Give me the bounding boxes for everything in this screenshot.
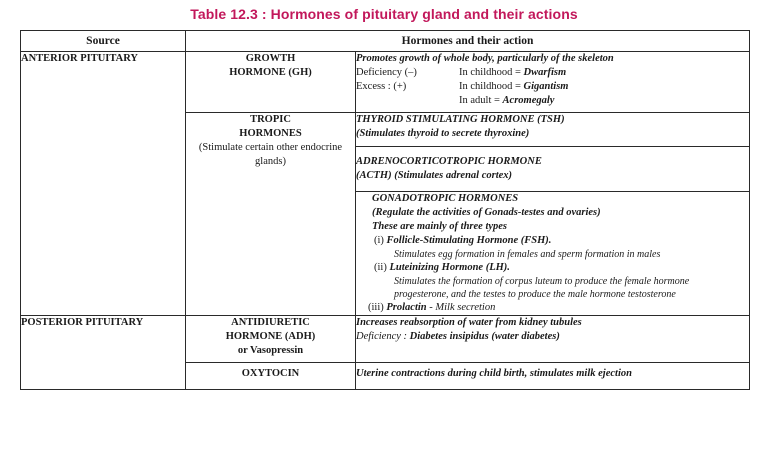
- hormone-name-oxytocin: OXYTOCIN: [186, 363, 356, 390]
- hormone-action-gh: Promotes growth of whole body, particularly of the skeleton Deficiency (–) In childhood = Dwarfism Excess : (+) In childhood = Gigantism In adult = Acromegaly: [356, 52, 750, 113]
- header-hormones: Hormones and their action: [186, 31, 750, 52]
- table-row: [21, 316, 750, 363]
- source-anterior-pituitary: ANTERIOR PITUITARY: [21, 52, 186, 316]
- table-title: Table 12.3 : Hormones of pituitary gland and their actions: [190, 6, 578, 22]
- hormone-action-tsh: THYROID STIMULATING HORMONE (TSH) (Stimulates thyroid to secrete thyroxine): [356, 113, 750, 147]
- header-source: Source: [21, 31, 186, 52]
- hormone-name-gh: GROWTH HORMONE (GH): [186, 52, 356, 113]
- header-row: [21, 31, 750, 52]
- table-row: [21, 52, 750, 113]
- hormone-action-acth: ADRENOCORTICOTROPIC HORMONE (ACTH) (Stimulates adrenal cortex): [356, 147, 750, 192]
- hormone-action-gonadotropic: GONADOTROPIC HORMONES (Regulate the activities of Gonads-testes and ovaries) These are mainly of three types (i) Follicle-Stimulating Hormone (FSH). Stimulates egg formation in females and sperm formation in males (ii) Luteinizing Hormone (LH). Stimulates the formation of corpus luteum to produce the female hormone progesterone, and the testes to produce the male hormone testosterone (iii) Prolactin - Milk secretion: [356, 192, 750, 316]
- hormone-action-adh: Increases reabsorption of water from kidney tubules Deficiency : Diabetes insipidus (water diabetes): [356, 316, 750, 363]
- source-posterior-pituitary: POSTERIOR PITUITARY: [21, 316, 186, 390]
- hormone-name-adh: ANTIDIURETIC HORMONE (ADH) or Vasopressin: [186, 316, 356, 363]
- hormone-name-tropic: TROPIC HORMONES (Stimulate certain other endocrine glands): [186, 113, 356, 316]
- hormone-action-oxytocin: Uterine contractions during child birth, stimulates milk ejection: [356, 363, 750, 390]
- hormones-table: [20, 30, 750, 390]
